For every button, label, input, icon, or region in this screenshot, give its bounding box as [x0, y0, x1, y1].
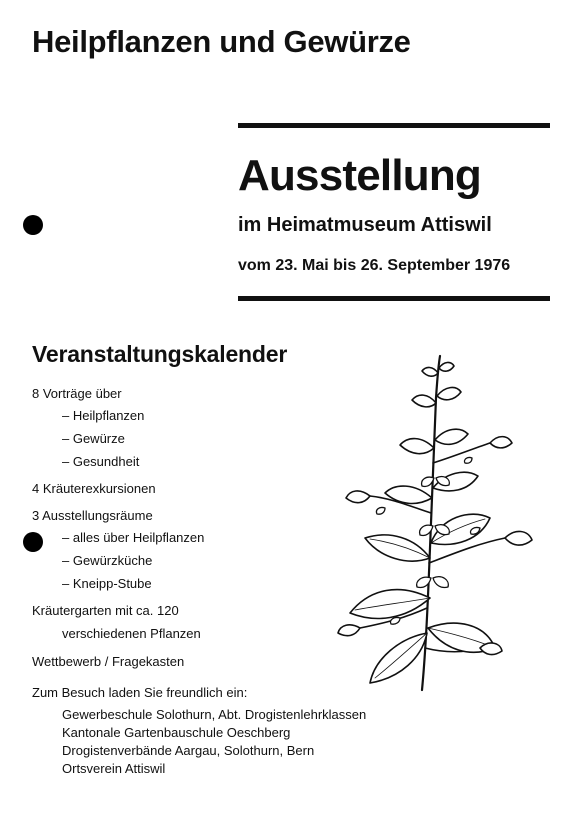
herb-plant-icon [330, 348, 562, 693]
calendar-title: Veranstaltungskalender [32, 341, 288, 367]
lecture-topic: – Gewürze [62, 431, 125, 446]
punch-hole [23, 215, 43, 235]
exhibition-venue: im Heimatmuseum Attiswil [238, 214, 492, 236]
punch-hole [23, 532, 43, 552]
host-item: Drogistenverbände Aargau, Solothurn, Bern [62, 743, 315, 758]
room-item: – Gewürzküche [62, 553, 153, 568]
host-item: Kantonale Gartenbauschule Oeschberg [62, 725, 291, 740]
lecture-topic: – Gesundheit [62, 454, 140, 469]
garden-line: Kräutergarten mit ca. 120 [32, 603, 179, 618]
exhibition-dates: vom 23. Mai bis 26. September 1976 [238, 257, 511, 274]
rooms-label: 3 Ausstellungsräume [32, 508, 153, 523]
lecture-topic: – Heilpflanzen [62, 408, 145, 423]
divider-bottom [238, 296, 550, 301]
page-title: Heilpflanzen und Gewürze [32, 24, 411, 59]
excursions-label: 4 Kräuterexkursionen [32, 481, 156, 496]
room-item: – alles über Heilpflanzen [62, 530, 205, 545]
garden-line: verschiedenen Pflanzen [62, 626, 201, 641]
contest-label: Wettbewerb / Fragekasten [32, 654, 185, 669]
exhibition-title: Ausstellung [238, 151, 481, 200]
invitation-intro: Zum Besuch laden Sie freundlich ein: [32, 685, 248, 700]
divider-top [238, 123, 550, 128]
lectures-label: 8 Vorträge über [32, 386, 122, 401]
host-item: Gewerbeschule Solothurn, Abt. Drogistenlehrklassen [62, 707, 367, 722]
room-item: – Kneipp-Stube [62, 576, 152, 591]
host-item: Ortsverein Attiswil [62, 761, 166, 776]
